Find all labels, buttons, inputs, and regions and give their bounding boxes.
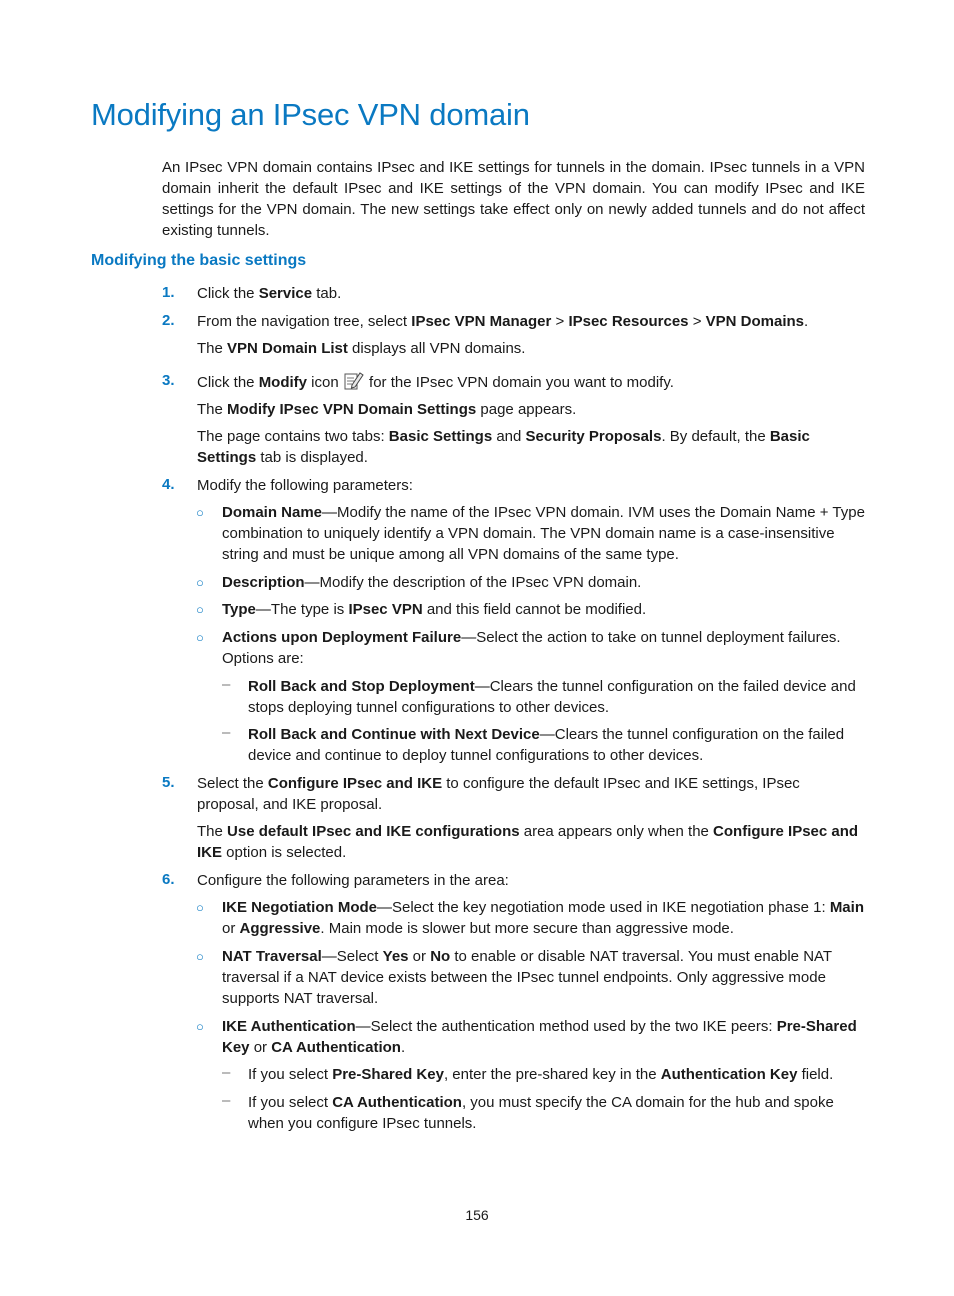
step-number: 5. [162,774,175,791]
bullet-marker: ○ [196,1019,204,1034]
bullet-marker: ○ [196,602,204,617]
step-number: 4. [162,476,175,493]
step-5-text: Select the Configure IPsec and IKE to configure the default IPsec and IKE settings, IPsec proposal, and IKE proposal. [197,775,800,813]
intro-paragraph: An IPsec VPN domain contains IPsec and IKE settings for tunnels in the domain. IPsec tunnels in a VPN domain inherit the default IPsec and IKE settings of the VPN domain. You can modify IPsec and IKE settings for the VPN domain. The new settings take effect only on newly added tunnels and do not affect existing tunnels. [162,159,865,239]
step-number: 2. [162,312,175,329]
step-2-text: From the navigation tree, select IPsec VPN Manager > IPsec Resources > VPN Domains. [197,313,809,330]
step-3-text: Click the Modify icon for the IPsec VPN domain you want to modify. [197,371,865,393]
section-heading: Modifying the basic settings [91,252,307,269]
dash-marker: – [222,676,231,693]
bullet-marker: ○ [196,949,204,964]
bullet-marker: ○ [196,575,204,590]
dash-marker: – [222,1064,231,1081]
bullet-domain-name: Domain Name—Modify the name of the IPsec VPN domain. IVM uses the Domain Name + Type combination to uniquely identify a VPN domain. The VPN domain name is a case-insensitive string and must be unique among all VPN domains of the same type. [222,504,865,563]
bullet-description: Description—Modify the description of the IPsec VPN domain. [222,574,642,591]
option-roll-back-continue: Roll Back and Continue with Next Device—Clears the tunnel configuration on the failed device and continue to deploy tunnel configurations to other devices. [248,726,845,764]
step-number: 6. [162,871,175,888]
bullet-marker: ○ [196,630,204,645]
bullet-actions-upon-failure: Actions upon Deployment Failure—Select the action to take on tunnel deployment failures. Options are: [222,629,841,667]
step-number: 1. [162,284,175,301]
step-1-text: Click the Service tab. [197,285,342,302]
page-title: Modifying an IPsec VPN domain [91,97,530,132]
step-5-note: The Use default IPsec and IKE configurations area appears only when the Configure IPsec and IKE option is selected. [197,823,859,861]
option-roll-back-stop: Roll Back and Stop Deployment—Clears the tunnel configuration on the failed device and stops deploying tunnel configurations to other devices. [248,678,856,716]
bullet-marker: ○ [196,900,204,915]
dash-marker: – [222,1092,231,1109]
bullet-type: Type—The type is IPsec VPN and this field cannot be modified. [222,601,647,618]
note-ca-authentication: If you select CA Authentication, you must specify the CA domain for the hub and spoke when you configure IPsec tunnels. [248,1094,834,1132]
edit-pencil-icon [343,371,365,391]
step-6-text: Configure the following parameters in the area: [197,872,509,889]
step-3-note-1: The Modify IPsec VPN Domain Settings page appears. [197,401,577,418]
step-2-note: The VPN Domain List displays all VPN domains. [197,340,526,357]
page-number: 156 [465,1207,489,1223]
step-4-text: Modify the following parameters: [197,477,413,494]
bullet-ike-negotiation-mode: IKE Negotiation Mode—Select the key negotiation mode used in IKE negotiation phase 1: Main or Aggressive. Main mode is slower but more secure than aggressive mode. [222,899,864,937]
step-3-note-2: The page contains two tabs: Basic Settings and Security Proposals. By default, the Basic Settings tab is displayed. [197,428,810,466]
bullet-nat-traversal: NAT Traversal—Select Yes or No to enable or disable NAT traversal. You must enable NAT traversal if a NAT device exists between the IPsec tunnel endpoints. Only aggressive mode supports NAT traversal. [222,948,832,1007]
bullet-marker: ○ [196,505,204,520]
dash-marker: – [222,724,231,741]
bullet-ike-authentication: IKE Authentication—Select the authentication method used by the two IKE peers: Pre-Shared Key or CA Authentication. [222,1018,857,1056]
step-number: 3. [162,372,175,389]
note-pre-shared-key: If you select Pre-Shared Key, enter the pre-shared key in the Authentication Key field. [248,1066,834,1083]
